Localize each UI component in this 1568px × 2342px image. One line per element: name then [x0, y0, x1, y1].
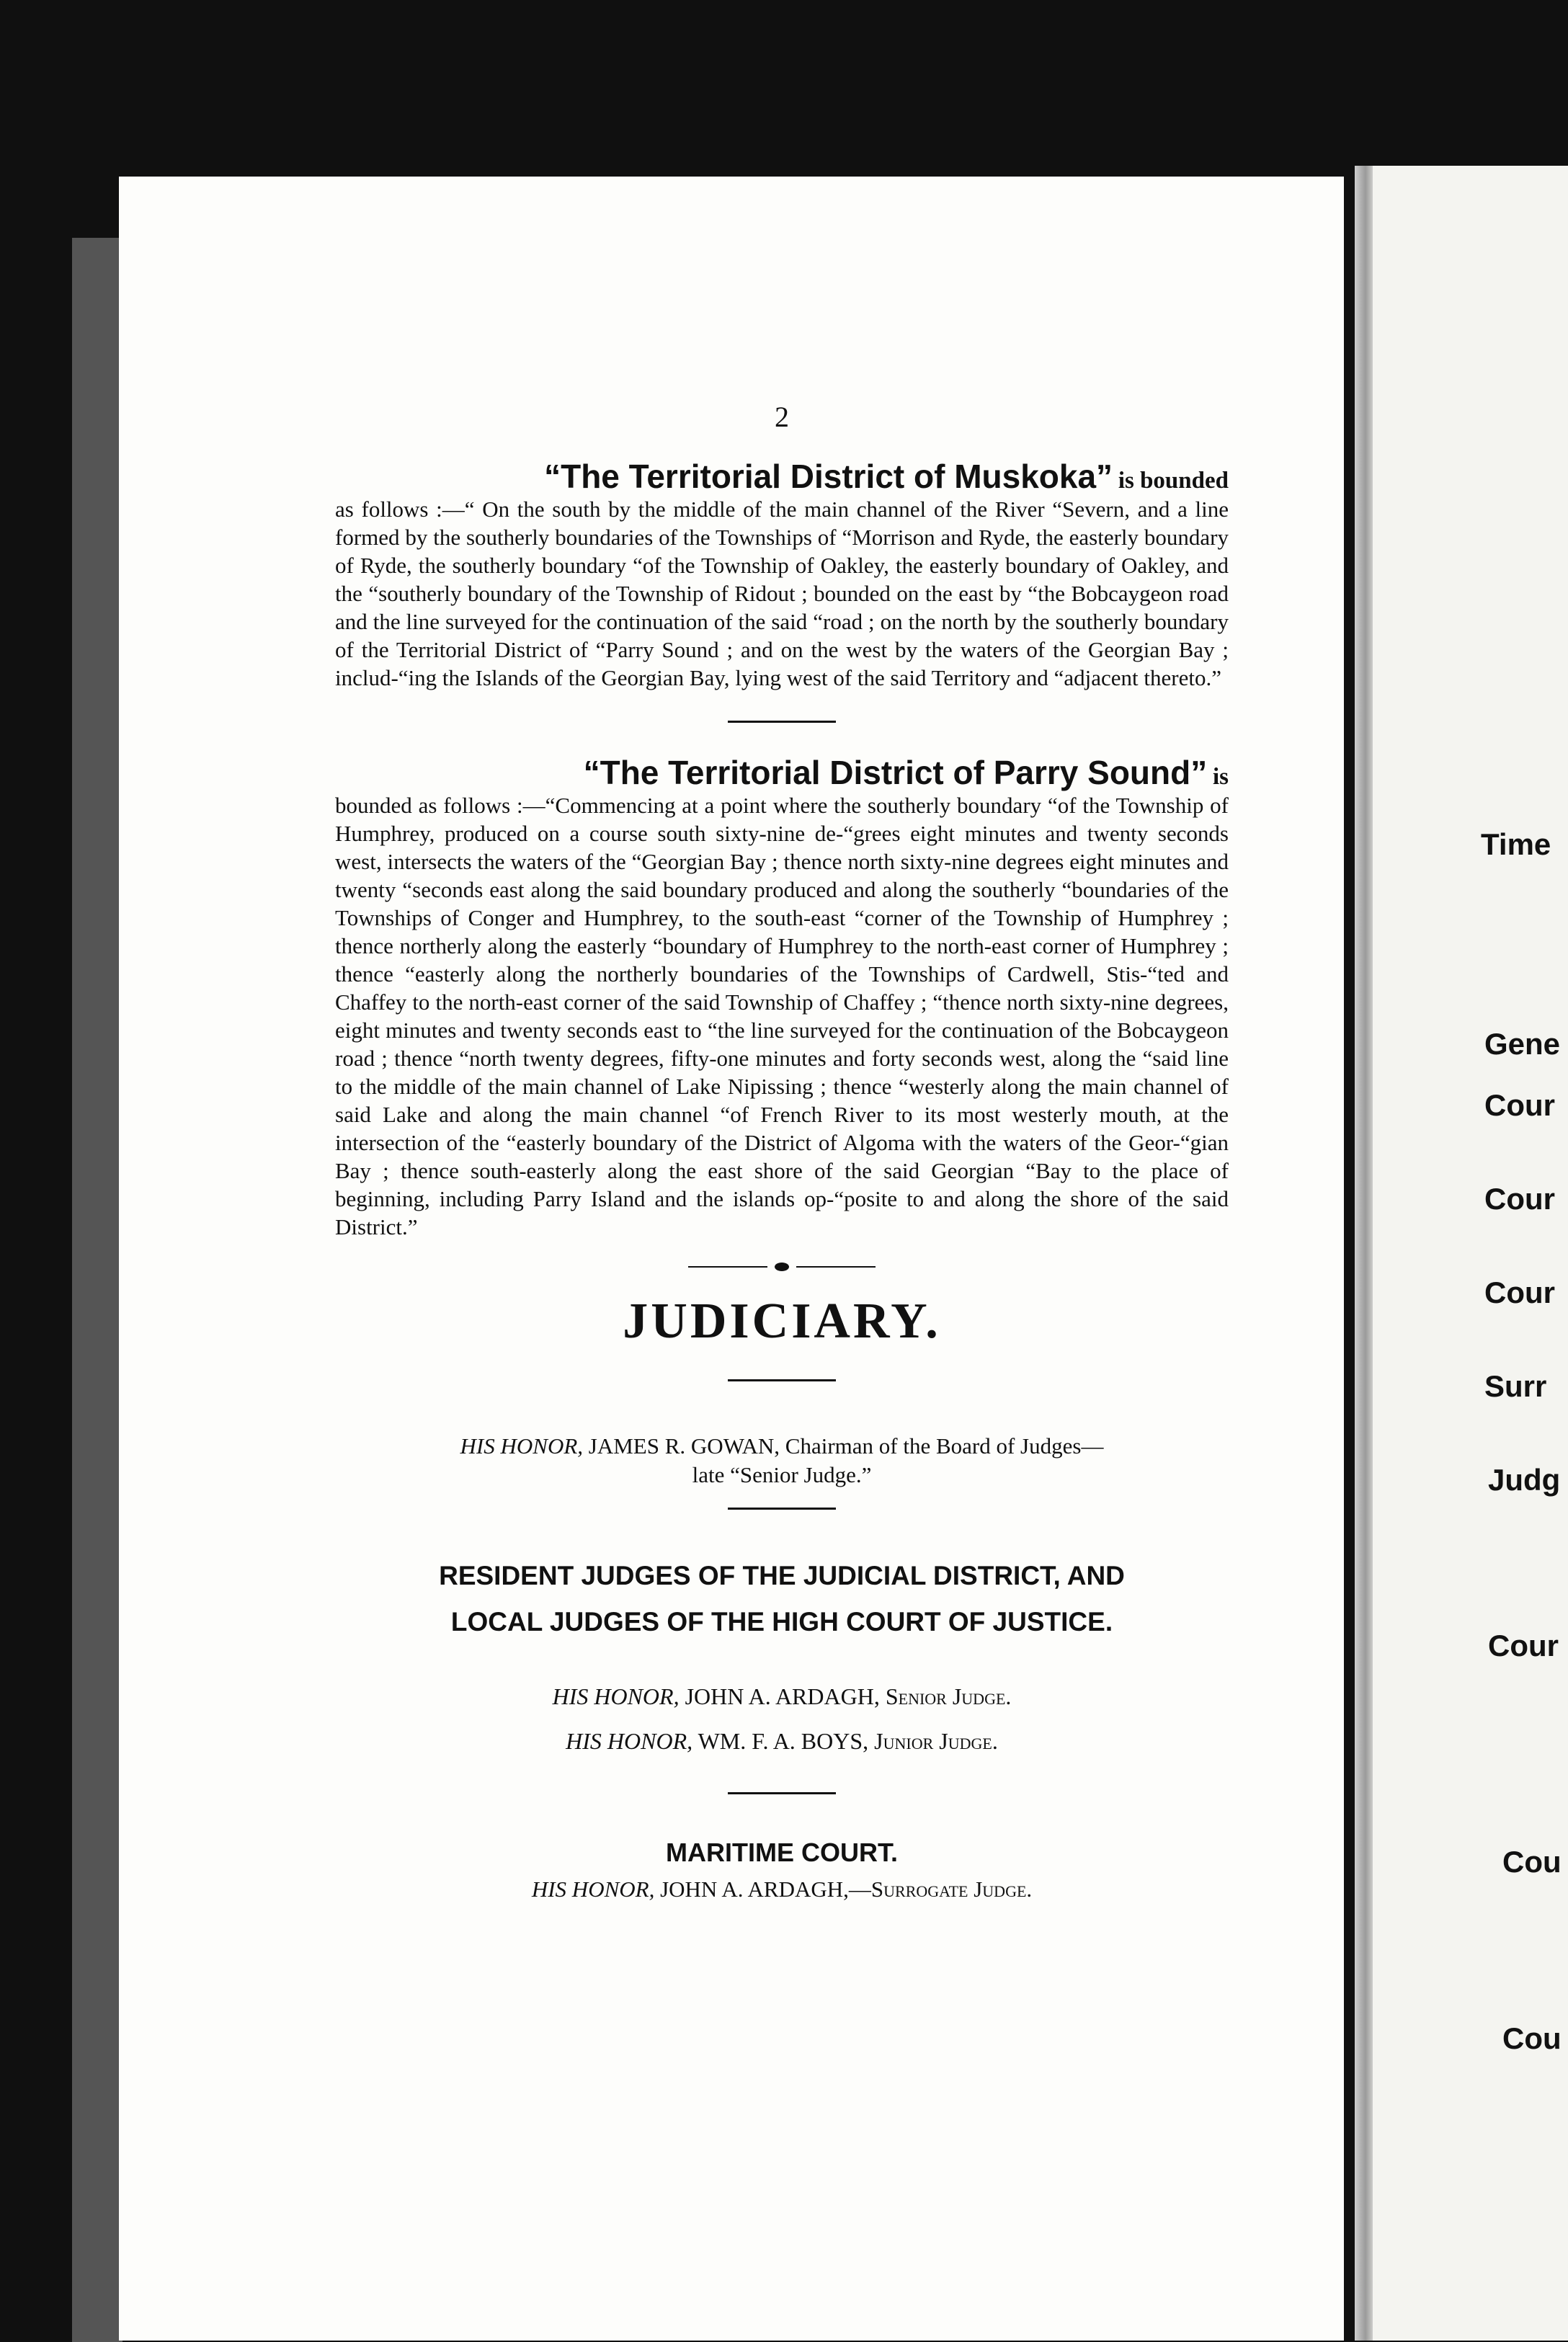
judge-role: Senior Judge.: [885, 1683, 1012, 1709]
muskoka-lead-tail: is bounded: [1118, 468, 1229, 494]
section-divider: [728, 1508, 836, 1510]
muskoka-section: [335, 458, 1229, 692]
facing-page-word: Cou: [1502, 2021, 1562, 2055]
resident-judges-heading-1: RESIDENT JUDGES OF THE JUDICIAL DISTRICT, AND: [439, 1561, 1125, 1590]
facing-page-word: Cour: [1488, 1629, 1559, 1662]
parry-sound-section: [335, 754, 1229, 1241]
section-divider: [728, 1379, 836, 1381]
judge-name: JOHN A. ARDAGH,: [685, 1683, 880, 1709]
maritime-judge-line: [335, 1875, 1229, 1904]
parry-sound-title: “The Territorial District of Parry Sound”: [583, 754, 1208, 791]
ornamental-divider: [688, 1263, 876, 1271]
judge-name: WM. F. A. BOYS,: [698, 1728, 869, 1754]
maritime-judge-title: HIS HONOR,: [531, 1876, 655, 1902]
muskoka-body: as follows :—“ On the south by the middle of the main channel of the River “Severn, and a line formed by the southerly boundaries of the Townships of “Morrison and Ryde, the easterly boundary of Ryde, the southerly boundary “of the Township of Oakley, the easterly boundary of Oakley, and the “southerly boundary of the Township of Ridout ; bounded on the east by “the Bobcaygeon road and the line surveyed for the continuation of the said “road ; on the north by the southerly boundary of the Territorial District of “Parry Sound ; and on the west by the waters of the Georgian Bay ; includ-“ing the Islands of the Georgian Bay, lying west of the said Territory and “adjacent thereto.”: [335, 497, 1229, 690]
judge-role: Junior Judge.: [874, 1728, 998, 1754]
muskoka-lead: [335, 458, 1229, 495]
parry-sound-body: bounded as follows :—“Commencing at a point where the southerly boundary “of the Township of Humphrey, produced on a course south sixty-nine de-“grees eight minutes and twenty seconds west, intersects the waters of the “Georgian Bay ; thence north sixty-nine degrees eight minutes and twenty “seconds east along the said boundary produced and along the southerly “boundaries of the Townships of Conger and Humphrey, to the south-east “corner of the Township of Humphrey ; thence northerly along the easterly “boundary of Humphrey to the north-east corner of Humphrey ; thence “easterly along the northerly boundaries of the Townships of Cardwell, Stis-“ted and Chaffey to the north-east corner of the said Township of Chaffey ; “thence north sixty-nine degrees, eight minutes and twenty seconds east to “the line surveyed for the continuation of the Bobcaygeon road ; thence “north twenty degrees, fifty-one minutes and forty seconds west, along the “said line to the middle of the main channel of Lake Nipissing ; thence “westerly along the main channel of said Lake and along the main channel “of French River to its most westerly mouth, at the intersection of the “easterly boundary of the District of Algoma with the waters of the Geor-“gian Bay ; thence south-easterly along the east shore of the said Georgian “Bay to the place of beginning, including Parry Island and the islands op-“posite to and along the shore of the said District.”: [335, 793, 1229, 1239]
facing-page: [1373, 166, 1568, 2341]
parry-sound-lead-tail: is: [1212, 764, 1229, 790]
facing-page-word: Surr: [1484, 1369, 1547, 1403]
resident-judges-heading-2: LOCAL JUDGES OF THE HIGH COURT OF JUSTICE.: [450, 1607, 1113, 1637]
gowan-line: [335, 1432, 1229, 1461]
gowan-text: JAMES R. GOWAN, Chairman of the Board of Judges—: [588, 1433, 1104, 1459]
maritime-court-heading: MARITIME COURT.: [666, 1838, 898, 1867]
judge-entry: [335, 1674, 1229, 1719]
maritime-judge-role: Surrogate Judge.: [870, 1876, 1033, 1902]
maritime-judge-name: JOHN A. ARDAGH,—: [660, 1876, 871, 1902]
facing-page-word: Gene: [1484, 1027, 1561, 1061]
ornament-line: [796, 1266, 876, 1268]
page-content: [335, 400, 1229, 1904]
facing-page-word: Cou: [1502, 1845, 1562, 1879]
gowan-title: HIS HONOR,: [460, 1433, 584, 1459]
facing-page-word: Time: [1481, 827, 1551, 861]
parry-sound-lead: [335, 754, 1229, 791]
section-divider: [728, 721, 836, 723]
left-page-edge: [72, 238, 122, 2342]
gowan-line-2: late “Senior Judge.”: [692, 1462, 872, 1487]
judiciary-heading: JUDICIARY.: [623, 1294, 941, 1349]
facing-page-word: Cour: [1484, 1182, 1555, 1216]
judge-title: HIS HONOR,: [566, 1728, 693, 1754]
judge-title: HIS HONOR,: [552, 1683, 680, 1709]
judge-entry: [335, 1719, 1229, 1763]
ornament-line: [688, 1266, 767, 1268]
facing-page-word: Cour: [1484, 1088, 1555, 1122]
facing-page-word: Cour: [1484, 1275, 1555, 1309]
muskoka-title: “The Territorial District of Muskoka”: [544, 458, 1113, 495]
section-divider: [728, 1792, 836, 1794]
page-number: 2: [775, 401, 789, 433]
facing-page-word: Judg: [1488, 1463, 1561, 1497]
ornament-dot: [775, 1263, 789, 1271]
